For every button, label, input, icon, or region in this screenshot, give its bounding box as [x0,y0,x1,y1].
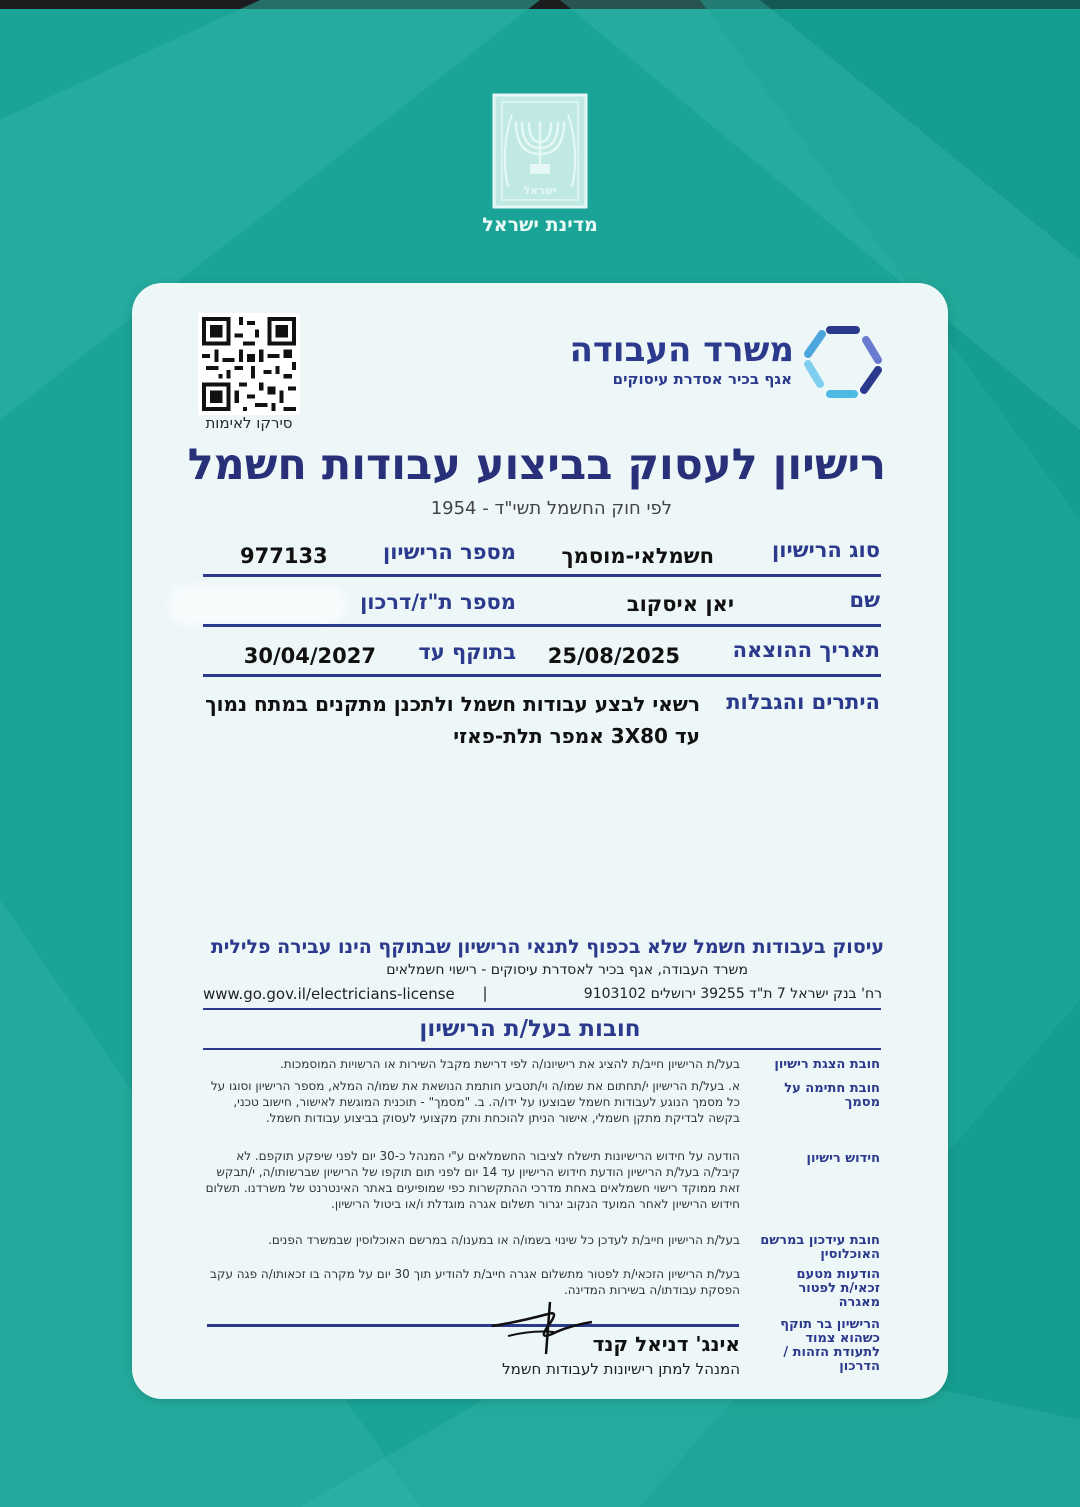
duty-label: חידוש רישיון [806,1151,880,1166]
name-label: שם [849,588,880,612]
duty-label: חובת עידכון במרשם האוכלוסין [760,1233,880,1262]
issue-date-value: 25/08/2025 [547,644,680,668]
ministry-name: משרד העבודה [569,330,794,370]
duty-label: חובת הצגת רישיון [774,1057,880,1072]
state-name: מדינת ישראל [482,214,598,236]
license-type-label: סוג הרישיון [772,538,880,562]
duties-title: חובות בעל/ת הרישיון [419,1016,641,1042]
valid-until-label: בתוקף עד [418,640,516,664]
signatory-name: אינג' דניאל קנד [592,1332,740,1356]
row-divider [203,624,881,627]
qr-caption: סירקו לאימות [205,414,293,432]
office-address: רח' בנק ישראל 7 ת"ד 39255 ירושלים 9103102 [583,986,882,1002]
duty-text: בעל/ת הרישיון חייב/ת להציג את רישיונו/ה לפי דרישת מקבל השירות או הרשויות המוסמכות. [279,1057,740,1071]
emblem-text: ישראל [523,184,557,197]
issue-date-label: תאריך ההוצאה [732,638,880,662]
duty-label: הרישיון בר תוקף כשהוא צמוד לתעודת הזהות / הדרכון [780,1317,880,1374]
license-title: רישיון לעסוק בביצוע עבודות חשמל [187,440,886,490]
office-line: משרד העבודה, אגף בכיר לאסדרת עיסוקים - רישוי חשמלאים [386,962,748,978]
name-value: יאן איסקוב [626,592,734,616]
law-reference: לפי חוק החשמל תשי"ד - 1954 [430,498,672,519]
license-number-value: 977133 [240,544,328,568]
license-number-label: מספר הרישיון [382,540,516,564]
row-divider [203,674,881,677]
offense-warning: עיסוק בעבודות חשמל שלא בכפוף לתנאי הרישיון שבתוקף הינו עבירה פלילית [210,936,884,958]
qr-code-icon[interactable] [198,313,300,415]
valid-until-value: 30/04/2027 [243,644,376,668]
permissions-label: היתרים והגבלות [726,690,880,714]
duty-text: הודעה על חידוש הרישיונות תישלח לציבור החשמלאים ע"י המנהל כ-30 יום לפני שיפקע תוקפם. לא קיבל/ה בעל/ת הרישיון הודעת חידוש הרישיון עד 14 יום לפני תום תוקפו של הרישיון שברשותו/ה, י/תבקש זאת ממוקד רישוי חשמלאים באחת מדרכי ההתקשרות כפי שמופיעים באתר האינטרנט של משרדנו. תשלום חידוש הרישיון לאחר המועד הנקוב יגרור תשלום אגרה מוגדלת ו/או ביטול הרישיון. [205,1149,740,1211]
website-link[interactable]: www.go.gov.il/electricians-license [203,985,455,1003]
permissions-value: רשאי לבצע עבודות חשמל ולתכנן מתקנים במתח נמוך עד 3X80 אמפר תלת-פאזי [205,692,700,748]
duty-label: חובת חתימה על מסמך [784,1081,880,1110]
state-emblem-icon [490,92,590,212]
duty-text: בעל/ת הרישיון חייב/ת לעדכן כל שינוי בשמו/ה או במענו/ה במרשם האוכלוסין שבמשרד הפנים. [268,1233,740,1247]
address-separator: | [482,984,488,1002]
signature-line [207,1324,739,1327]
section-divider [203,1008,881,1010]
ministry-subtitle: אגף בכיר אסדרת עיסוקים [612,370,792,388]
section-divider [203,1048,881,1050]
duty-text: בעל/ת הרישיון הזכאי/ת לפטור מתשלום אגרה חייב/ת להודיע תוך 30 יום על מקרה בו זכאותו/ה פגה עקב הפסקת עבודתו/ה בשירות המדינה. [210,1267,740,1297]
ministry-logo-icon [800,322,886,400]
duty-text: א. בעל/ת הרישיון י/תחתום את שמו/ה וי/תטביע חותמת הנושאת את שמו/ה המלא, מספר הרישיון וסוגו על כל מסמך הנוגע לעבודות חשמל שבוצעו על ידו/ה. ב. "מסמך" - תוכנית המוגשת לאישור, חישוב טכני, בקשה לבדיקת מתקן חשמלי, אישור הניתן להוכחת ותק מקצועי לעסוק בביצוע עבודות חשמל. [210,1079,740,1125]
redacted-id-number [168,585,346,625]
signatory-title: המנהל למתן רישיונות לעבודות חשמל [502,1360,740,1378]
id-number-label: מספר ת"ז/דרכון [360,590,516,614]
duty-label: הודעות מטעם זכאי/ת לפטור מאגרה [796,1267,880,1310]
license-type-value: חשמלאי-מוסמך [561,544,714,568]
row-divider [203,574,881,577]
